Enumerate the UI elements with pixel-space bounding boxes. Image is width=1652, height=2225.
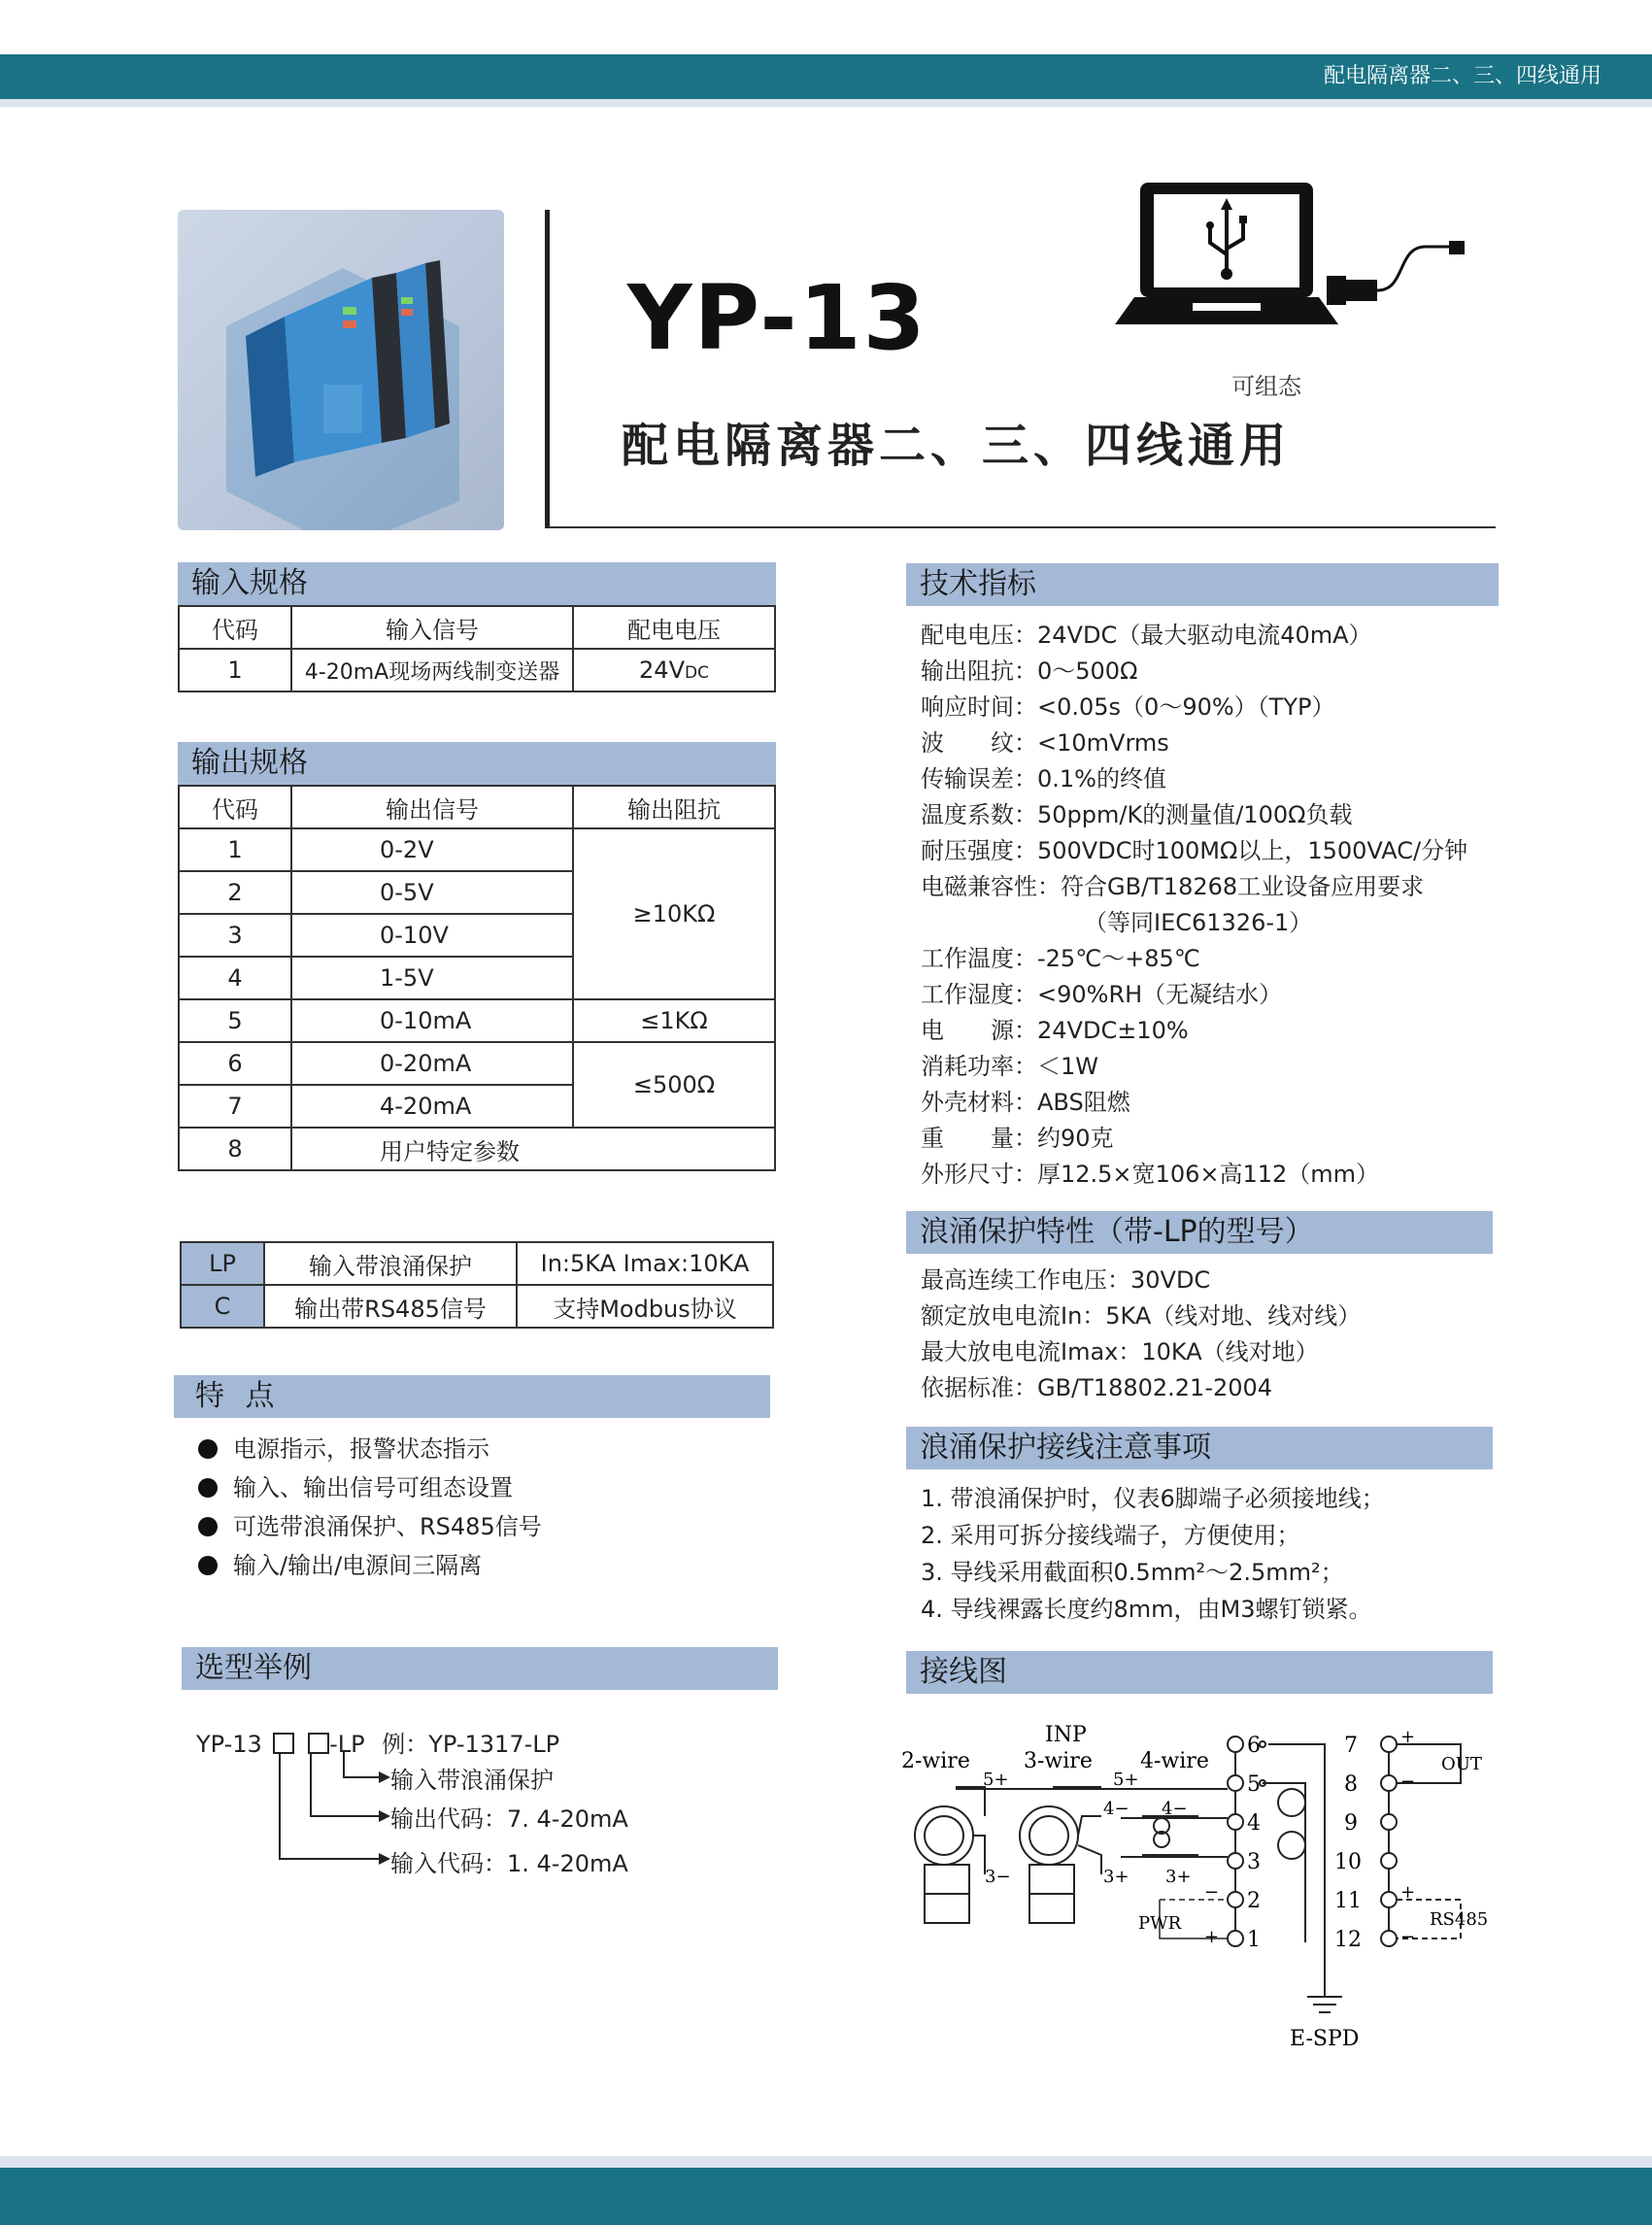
wiring-notes-title: 浪涌保护接线注意事项 <box>906 1427 1493 1469</box>
list-item: 最大放电电流Imax：10KA（线对地） <box>921 1338 1319 1365</box>
svg-text:4−: 4− <box>1162 1799 1188 1819</box>
inp-label: INP <box>1045 1723 1087 1747</box>
col-input-signal: 输入信号 <box>291 606 573 649</box>
header-shadow <box>0 99 1652 107</box>
terminal-5: 5 <box>1247 1772 1261 1797</box>
list-item: 4. 导线裸露长度约8mm，由M3螺钉锁紧。 <box>921 1596 1372 1623</box>
terminal-4: 4 <box>1247 1811 1261 1836</box>
cell-impedance: ≤1KΩ <box>573 999 775 1042</box>
left-terminal-block <box>1228 1736 1325 1972</box>
cell-signal: 用户特定参数 <box>291 1128 775 1170</box>
svg-text:−: − <box>1400 1927 1416 1947</box>
bullet-icon <box>198 1439 218 1459</box>
transmitter-2wire <box>915 1787 985 1923</box>
selection-arrows <box>272 1748 398 1874</box>
list-item: 最高连续工作电压：30VDC <box>921 1266 1211 1294</box>
espd-label: E-SPD <box>1290 2027 1360 2051</box>
option-desc: 输入带浪涌保护 <box>264 1242 517 1285</box>
cell-impedance: ≤500Ω <box>573 1042 775 1128</box>
cell-code: 3 <box>179 914 291 957</box>
bullet-icon <box>198 1478 218 1498</box>
cell-signal: 1-5V <box>291 957 573 999</box>
list-item <box>198 1507 542 1546</box>
wiring-notes-list <box>921 1480 1385 1628</box>
col-code: 代码 <box>179 786 291 828</box>
option-code: LP <box>181 1242 264 1285</box>
pwr-label: PWR <box>1138 1913 1182 1934</box>
list-item: 1. 带浪涌保护时，仪表6脚端子必须接地线； <box>921 1485 1385 1512</box>
tech-title: 技术指标 <box>906 563 1499 606</box>
footer-band <box>0 2168 1652 2225</box>
three-wire-label: 3-wire <box>1024 1749 1093 1773</box>
list-item: 3. 导线采用截面积0.5mm²～2.5mm²； <box>921 1559 1344 1586</box>
output-spec-table <box>178 785 776 1171</box>
input-spec-title: 输入规格 <box>178 562 776 605</box>
terminal-6: 6 <box>1247 1734 1261 1758</box>
table-row <box>179 1042 775 1085</box>
svg-text:5+: 5+ <box>1113 1770 1139 1790</box>
cell-signal: 0-5V <box>291 871 573 914</box>
col-code: 代码 <box>179 606 291 649</box>
configurable-label: 可组态 <box>1231 373 1301 400</box>
terminal-7: 7 <box>1344 1734 1358 1758</box>
table-row <box>179 1128 775 1170</box>
list-item: 响应时间：<0.05s（0～90%）（TYP） <box>921 693 1335 721</box>
col-output-signal: 输出信号 <box>291 786 573 828</box>
svg-text:+: + <box>1400 1727 1416 1747</box>
tech-list <box>921 618 1467 1193</box>
surge-title: 浪涌保护特性（带-LP的型号） <box>906 1211 1493 1254</box>
cell-code: 4 <box>179 957 291 999</box>
list-item: 2. 采用可拆分接线端子，方便使用； <box>921 1522 1300 1549</box>
table-row <box>179 649 775 691</box>
product-image <box>178 210 504 530</box>
diagram-title: 接线图 <box>906 1651 1493 1694</box>
wiring-diagram <box>897 1709 1500 2059</box>
svg-text:−: − <box>1204 1882 1220 1903</box>
option-value: 支持Modbus协议 <box>517 1285 773 1328</box>
terminal-12: 12 <box>1334 1928 1362 1952</box>
voltage-unit: DC <box>685 663 709 683</box>
transmitter-3wire <box>1020 1787 1101 1923</box>
header-title: 配电隔离器二、三、四线通用 <box>1323 64 1601 88</box>
current-source <box>1142 1816 1198 1855</box>
cell-code: 5 <box>179 999 291 1042</box>
terminal-9: 9 <box>1344 1811 1358 1836</box>
features-title: 特 点 <box>174 1375 770 1418</box>
svg-text:5+: 5+ <box>983 1770 1009 1790</box>
terminal-11: 11 <box>1334 1889 1362 1913</box>
option-code: C <box>181 1285 264 1328</box>
title-divider <box>545 210 550 528</box>
cell-voltage <box>573 649 775 691</box>
cell-impedance: ≥10KΩ <box>573 828 775 999</box>
svg-text:4−: 4− <box>1103 1799 1129 1819</box>
list-item: 电 源：24VDC±10% <box>921 1017 1189 1044</box>
product-subtitle: 配电隔离器二、三、四线通用 <box>622 419 1292 473</box>
note-input-code: 输入代码：1. 4-20mA <box>390 1850 628 1877</box>
two-wire-label: 2-wire <box>901 1749 970 1773</box>
voltage-value: 24V <box>639 657 685 684</box>
list-item: 依据标准：GB/T18802.21-2004 <box>921 1374 1273 1401</box>
list-item: 外壳材料：ABS阻燃 <box>921 1089 1130 1116</box>
footer-shadow <box>0 2156 1652 2168</box>
list-item: 工作温度：-25℃～+85℃ <box>921 945 1200 972</box>
terminal-8: 8 <box>1344 1772 1358 1797</box>
output-spec-title: 输出规格 <box>178 742 776 785</box>
ground-icon <box>1307 1972 1342 2012</box>
list-item: （等同IEC61326-1） <box>1084 909 1313 936</box>
feature-text: 输入、输出信号可组态设置 <box>233 1474 513 1501</box>
option-desc: 输出带RS485信号 <box>264 1285 517 1328</box>
cell-signal: 0-20mA <box>291 1042 573 1085</box>
model-prefix: YP-13 <box>196 1731 262 1758</box>
svg-text:+: + <box>1400 1882 1416 1903</box>
selection-title: 选型举例 <box>182 1647 778 1690</box>
list-item: 工作湿度：<90%RH（无凝结水） <box>921 981 1283 1008</box>
list-item <box>198 1468 542 1507</box>
list-item: 额定放电电流In：5KA（线对地、线对线） <box>921 1302 1362 1330</box>
surge-list <box>921 1263 1361 1406</box>
terminal-3: 3 <box>1247 1850 1261 1874</box>
cell-code: 1 <box>179 828 291 871</box>
four-wire-label: 4-wire <box>1140 1749 1209 1773</box>
cell-code: 2 <box>179 871 291 914</box>
list-item: 输出阻抗：0～500Ω <box>921 657 1138 685</box>
list-item: 电磁兼容性：符合GB/T18268工业设备应用要求 <box>921 873 1425 900</box>
feature-text: 电源指示，报警状态指示 <box>233 1435 489 1463</box>
svg-text:3+: 3+ <box>1103 1867 1129 1887</box>
input-spec-table <box>178 605 776 692</box>
col-supply-voltage: 配电电压 <box>573 606 775 649</box>
table-row <box>179 828 775 871</box>
bullet-icon <box>198 1517 218 1536</box>
example-text: 例：YP-1317-LP <box>382 1731 560 1758</box>
cell-code: 1 <box>179 649 291 691</box>
list-item: 温度系数：50ppm/K的测量值/100Ω负载 <box>921 801 1353 828</box>
out-label: OUT <box>1441 1754 1482 1774</box>
terminal-1: 1 <box>1247 1928 1261 1952</box>
table-row <box>181 1242 773 1285</box>
laptop-usb-icon <box>1115 179 1467 334</box>
list-item: 波 纹：<10mVrms <box>921 729 1169 757</box>
svg-text:−: − <box>1400 1771 1416 1792</box>
list-item: 消耗功率：＜1W <box>921 1053 1098 1080</box>
note-output-code: 输出代码：7. 4-20mA <box>390 1805 628 1833</box>
col-impedance: 输出阻抗 <box>573 786 775 828</box>
svg-text:+: + <box>1204 1927 1220 1947</box>
bullet-icon <box>198 1556 218 1575</box>
title-underline <box>550 526 1496 528</box>
cell-signal: 0-10V <box>291 914 573 957</box>
svg-text:3−: 3− <box>985 1867 1011 1887</box>
cell-code: 7 <box>179 1085 291 1128</box>
terminal-10: 10 <box>1334 1850 1362 1874</box>
list-item: 耐压强度：500VDC时100MΩ以上，1500VAC/分钟 <box>921 837 1468 864</box>
cell-code: 8 <box>179 1128 291 1170</box>
feature-text: 输入/输出/电源间三隔离 <box>233 1552 483 1579</box>
list-item: 外形尺寸：厚12.5×宽106×高112（mm） <box>921 1161 1380 1188</box>
list-item <box>198 1546 542 1585</box>
cell-code: 6 <box>179 1042 291 1085</box>
list-item: 配电电压：24VDC（最大驱动电流40mA） <box>921 622 1372 649</box>
product-photo <box>178 210 504 530</box>
list-item <box>198 1430 542 1468</box>
feature-text: 可选带浪涌保护、RS485信号 <box>233 1513 542 1540</box>
model-number: YP-13 <box>627 266 927 370</box>
table-row <box>179 999 775 1042</box>
terminal-2: 2 <box>1247 1889 1261 1913</box>
svg-text:3+: 3+ <box>1165 1867 1192 1887</box>
features-list <box>198 1430 542 1585</box>
cell-signal: 0-2V <box>291 828 573 871</box>
list-item: 传输误差：0.1%的终值 <box>921 765 1166 792</box>
cell-signal: 0-10mA <box>291 999 573 1042</box>
suffix: -LP <box>329 1731 365 1758</box>
cell-signal: 4-20mA <box>291 1085 573 1128</box>
rs485-label: RS485 <box>1430 1909 1489 1930</box>
list-item: 重 量：约90克 <box>921 1125 1114 1152</box>
table-row <box>181 1285 773 1328</box>
options-table <box>180 1241 774 1329</box>
option-value: In:5KA Imax:10KA <box>517 1242 773 1285</box>
cell-signal: 4-20mA现场两线制变送器 <box>291 649 573 691</box>
note-surge: 输入带浪涌保护 <box>390 1767 554 1794</box>
